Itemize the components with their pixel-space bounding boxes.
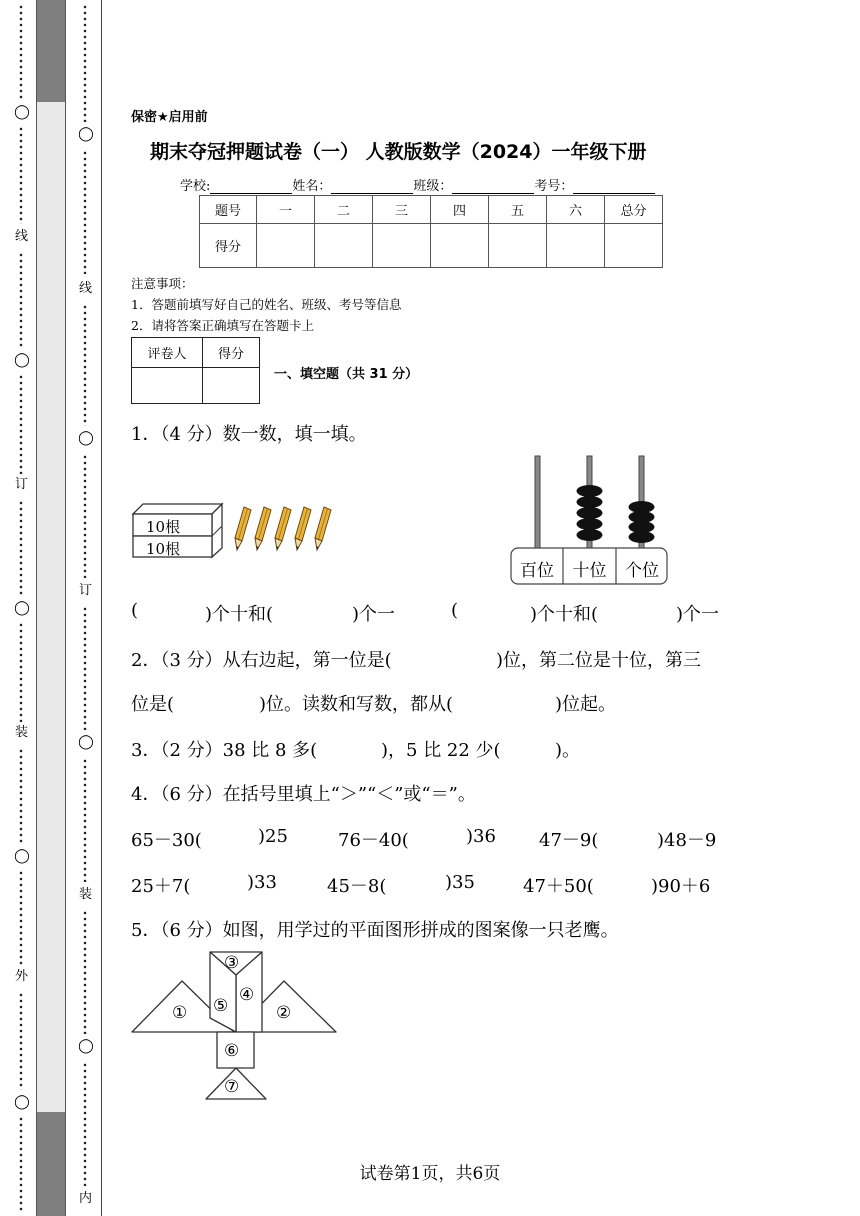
score-table — [199, 195, 663, 268]
page-title: 期末夺冠押题试卷（一） 人教版数学（2024）一年级下册 — [150, 141, 647, 163]
outer-binding-strip — [10, 0, 34, 1216]
score-cell[interactable] — [489, 224, 547, 268]
dotted-line — [83, 910, 87, 1034]
grader-label: 评卷人 — [132, 338, 203, 368]
score-cell[interactable] — [431, 224, 489, 268]
school-label: 学校: — [180, 179, 211, 194]
binding-label-order: 订 — [78, 583, 93, 598]
question-2-part: )位。读数和写数，都从( — [259, 694, 454, 715]
score-cell[interactable] — [315, 224, 373, 268]
circle-mark: ◯ — [14, 104, 30, 120]
binding-label-outer: 外 — [14, 969, 29, 984]
dotted-line — [19, 374, 23, 474]
shape-label-6: ⑥ — [224, 1041, 240, 1061]
bundle-label: 10根 — [146, 540, 181, 558]
dotted-line — [19, 4, 23, 100]
answer-open-paren: ( — [131, 600, 139, 621]
name-blank[interactable] — [331, 180, 413, 194]
answer-tens-text: )个十和( — [205, 604, 274, 625]
compare-expression: 65－30( — [131, 830, 202, 851]
question-2-part: )位，第二位是十位，第三 — [496, 650, 702, 671]
grader-cell[interactable] — [132, 368, 203, 404]
question-3-part: )，5 比 22 少( — [381, 740, 501, 761]
dotted-line — [83, 304, 87, 426]
score-header-cell: 三 — [373, 196, 431, 224]
score-header-cell: 六 — [547, 196, 605, 224]
dotted-line — [19, 870, 23, 966]
question-4-title: 4．（6 分）在括号里填上“＞”“＜”或“＝”。 — [131, 784, 476, 805]
grader-score-label: 得分 — [203, 338, 260, 368]
answer-ones-text: )个一 — [676, 604, 720, 625]
answer-ones-text: )个一 — [352, 604, 396, 625]
question-3-part: 3．（2 分）38 比 8 多( — [131, 740, 318, 761]
circle-mark: ◯ — [14, 352, 30, 368]
compare-expression: )35 — [445, 872, 475, 893]
answer-open-paren: ( — [451, 600, 459, 621]
compare-expression: 45－8( — [327, 876, 387, 897]
section-heading: 一、填空题（共 31 分） — [274, 367, 419, 382]
binding-rule — [101, 0, 102, 1216]
score-row-label: 得分 — [200, 224, 257, 268]
question-2-part: )位起。 — [555, 694, 617, 715]
score-header-cell: 总分 — [605, 196, 663, 224]
circle-mark: ◯ — [78, 430, 94, 446]
dotted-line — [19, 622, 23, 722]
dotted-line — [19, 252, 23, 348]
circle-mark: ◯ — [78, 126, 94, 142]
dotted-line — [83, 150, 87, 274]
binding-label-order: 订 — [14, 477, 29, 492]
shape-label-4: ④ — [239, 985, 255, 1005]
abacus-label-tens: 十位 — [572, 561, 607, 581]
notes-heading: 注意事项： — [131, 276, 194, 291]
dotted-line — [19, 500, 23, 596]
circle-mark: ◯ — [14, 1094, 30, 1110]
notes — [131, 273, 401, 336]
score-cell[interactable] — [257, 224, 315, 268]
page-footer: 试卷第1页，共6页 — [359, 1164, 501, 1184]
inner-binding-strip — [74, 0, 98, 1216]
class-blank[interactable] — [452, 180, 534, 194]
dotted-line — [19, 992, 23, 1090]
grader-score-cell[interactable] — [203, 368, 260, 404]
binding-label-bind: 装 — [14, 725, 29, 740]
class-label: 班级： — [413, 179, 453, 194]
score-header-cell: 五 — [489, 196, 547, 224]
shape-label-1: ① — [172, 1003, 188, 1023]
exam-number-blank[interactable] — [573, 180, 655, 194]
dotted-line — [83, 454, 87, 578]
score-header-cell: 四 — [431, 196, 489, 224]
name-label: 姓名： — [292, 179, 332, 194]
compare-expression: )36 — [466, 826, 496, 847]
shape-label-5: ⑤ — [213, 996, 229, 1016]
dotted-line — [83, 606, 87, 730]
confidential-label: 保密★启用前 — [131, 110, 208, 125]
student-info-line — [180, 175, 655, 194]
compare-expression: 47－9( — [539, 830, 599, 851]
score-header-cell: 二 — [315, 196, 373, 224]
bundle-label: 10根 — [146, 518, 181, 536]
compare-expression: )90＋6 — [651, 876, 711, 897]
score-header-cell: 一 — [257, 196, 315, 224]
dotted-line — [83, 4, 87, 122]
dotted-line — [83, 758, 87, 882]
abacus-label-hundreds: 百位 — [520, 561, 554, 581]
score-cell[interactable] — [547, 224, 605, 268]
compare-expression: 25＋7( — [131, 876, 191, 897]
circle-mark: ◯ — [78, 1038, 94, 1054]
binding-label-line: 线 — [78, 281, 93, 296]
compare-expression: )33 — [247, 872, 277, 893]
circle-mark: ◯ — [14, 600, 30, 616]
answer-tens-text: )个十和( — [530, 604, 599, 625]
compare-expression: )25 — [258, 826, 288, 847]
binding-bar-top — [37, 0, 65, 102]
compare-expression: 47＋50( — [523, 876, 594, 897]
binding-label-inner: 内 — [78, 1191, 93, 1206]
circle-mark: ◯ — [78, 734, 94, 750]
compare-expression: 76－40( — [338, 830, 409, 851]
score-cell[interactable] — [605, 224, 663, 268]
score-header-cell: 题号 — [200, 196, 257, 224]
exam-number-label: 考号： — [534, 179, 574, 194]
compare-expression: )48－9 — [657, 830, 717, 851]
question-3-part: )。 — [555, 740, 581, 761]
binding-label-line: 线 — [14, 229, 29, 244]
dotted-line — [19, 126, 23, 224]
question-2-part: 位是( — [131, 694, 175, 715]
circle-mark: ◯ — [14, 848, 30, 864]
abacus-label-ones: 个位 — [625, 561, 659, 581]
dotted-line — [19, 748, 23, 844]
pencils — [232, 505, 338, 555]
note-item: 2．请将答案正确填写在答题卡上 — [131, 318, 314, 333]
shape-label-2: ② — [276, 1003, 292, 1023]
school-blank[interactable] — [210, 180, 292, 194]
question-1-title: 1．（4 分）数一数，填一填。 — [131, 424, 367, 445]
binding-label-bind: 装 — [78, 887, 93, 902]
question-2-part: 2．（3 分）从右边起，第一位是( — [131, 650, 392, 671]
shape-label-7: ⑦ — [224, 1077, 240, 1097]
note-item: 1．答题前填写好自己的姓名、班级、考号等信息 — [131, 297, 402, 312]
score-cell[interactable] — [373, 224, 431, 268]
binding-bar — [36, 0, 66, 1216]
question-5-title: 5．（6 分）如图，用学过的平面图形拼成的图案像一只老鹰。 — [131, 920, 619, 941]
shape-label-3: ③ — [224, 953, 240, 973]
grader-table — [131, 337, 260, 404]
